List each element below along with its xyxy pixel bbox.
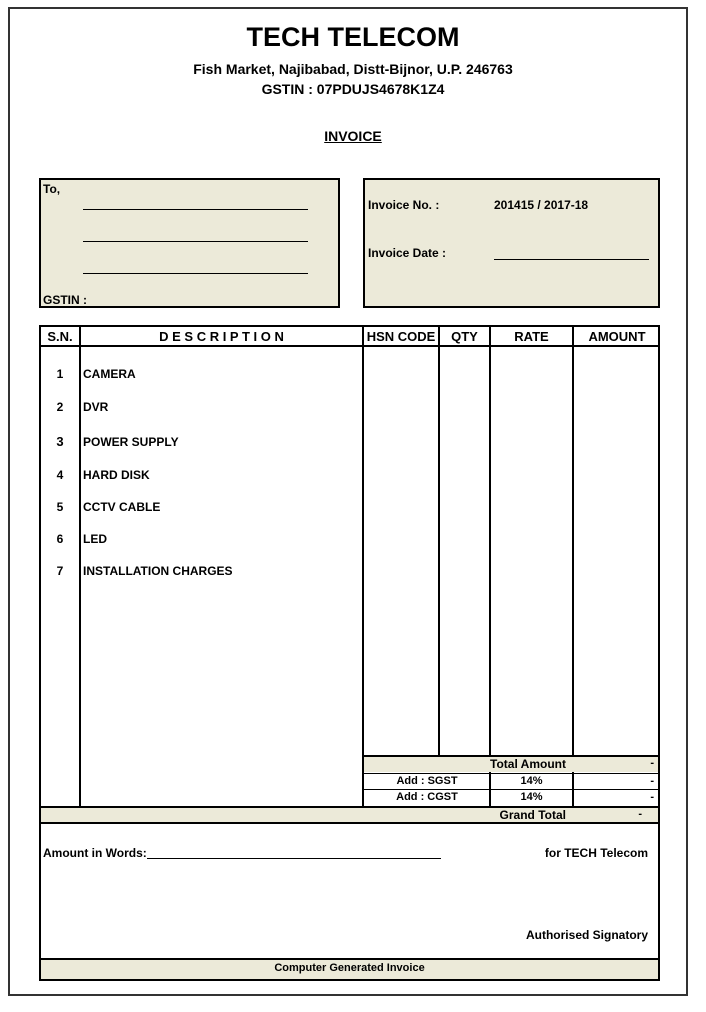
col-line-hsn xyxy=(438,325,440,756)
to-line-2 xyxy=(83,241,308,242)
row-7-sn: 7 xyxy=(56,564,64,578)
col-line-rate xyxy=(572,325,574,824)
header-description: D E S C R I P T I O N xyxy=(159,329,284,344)
row-6-sn: 6 xyxy=(56,532,64,546)
to-line-1 xyxy=(83,209,308,210)
invoice-info-box xyxy=(363,178,660,308)
row-2-sn: 2 xyxy=(56,400,64,414)
grand-total-value: - xyxy=(638,808,642,820)
header-qty: QTY xyxy=(451,329,478,344)
invoice-number-value: 201415 / 2017-18 xyxy=(494,198,589,212)
total-amount-value: - xyxy=(650,757,654,769)
amount-in-words-label: Amount in Words: xyxy=(43,846,147,860)
authorised-signatory: Authorised Signatory xyxy=(525,928,648,942)
grand-total-label: Grand Total xyxy=(499,808,566,822)
invoice-date-label: Invoice Date : xyxy=(368,246,447,260)
col-line-desc xyxy=(362,325,364,824)
document-title: INVOICE xyxy=(324,128,382,144)
gstin-label: GSTIN : xyxy=(43,293,87,307)
col-line-sn xyxy=(79,325,81,807)
total-amount-label: Total Amount xyxy=(490,757,566,771)
company-address: Fish Market, Najibabad, Distt-Bijnor, U.P. 246763 xyxy=(193,61,513,77)
row-6-description: LED xyxy=(83,532,107,546)
row-1-description: CAMERA xyxy=(83,367,136,381)
invoice-date-line xyxy=(494,259,649,260)
col-line-qty xyxy=(489,325,491,807)
row-1-sn: 1 xyxy=(56,367,64,381)
row-7-description: INSTALLATION CHARGES xyxy=(83,564,233,578)
header-sn: S.N. xyxy=(47,329,73,344)
sgst-value: - xyxy=(650,775,654,787)
header-amount: AMOUNT xyxy=(588,329,646,344)
cgst-rate: 14% xyxy=(520,791,543,803)
to-label: To, xyxy=(43,182,61,196)
row-3-description: POWER SUPPLY xyxy=(83,435,179,449)
to-line-3 xyxy=(83,273,308,274)
cgst-value: - xyxy=(650,791,654,803)
sgst-label: Add : SGST xyxy=(396,775,458,787)
for-company: for TECH Telecom xyxy=(544,846,648,860)
sgst-rule xyxy=(364,773,660,774)
cgst-label: Add : CGST xyxy=(396,791,458,803)
header-rate: RATE xyxy=(514,329,549,344)
row-4-description: HARD DISK xyxy=(83,468,150,482)
row-5-sn: 5 xyxy=(56,500,64,514)
row-2-description: DVR xyxy=(83,400,109,414)
company-name: TECH TELECOM xyxy=(246,22,460,52)
amount-in-words-line xyxy=(147,858,441,859)
row-4-sn: 4 xyxy=(56,468,64,482)
company-gstin: GSTIN : 07PDUJS4678K1Z4 xyxy=(261,81,445,97)
header-hsn: HSN CODE xyxy=(366,329,436,344)
row-5-description: CCTV CABLE xyxy=(83,500,161,514)
row-3-sn: 3 xyxy=(56,434,64,449)
header-rule xyxy=(39,345,660,347)
computer-generated-text: Computer Generated Invoice xyxy=(274,962,425,974)
sgst-rate: 14% xyxy=(520,775,543,787)
invoice-number-label: Invoice No. : xyxy=(368,198,440,212)
to-box xyxy=(39,178,340,308)
cgst-rule xyxy=(364,789,660,790)
